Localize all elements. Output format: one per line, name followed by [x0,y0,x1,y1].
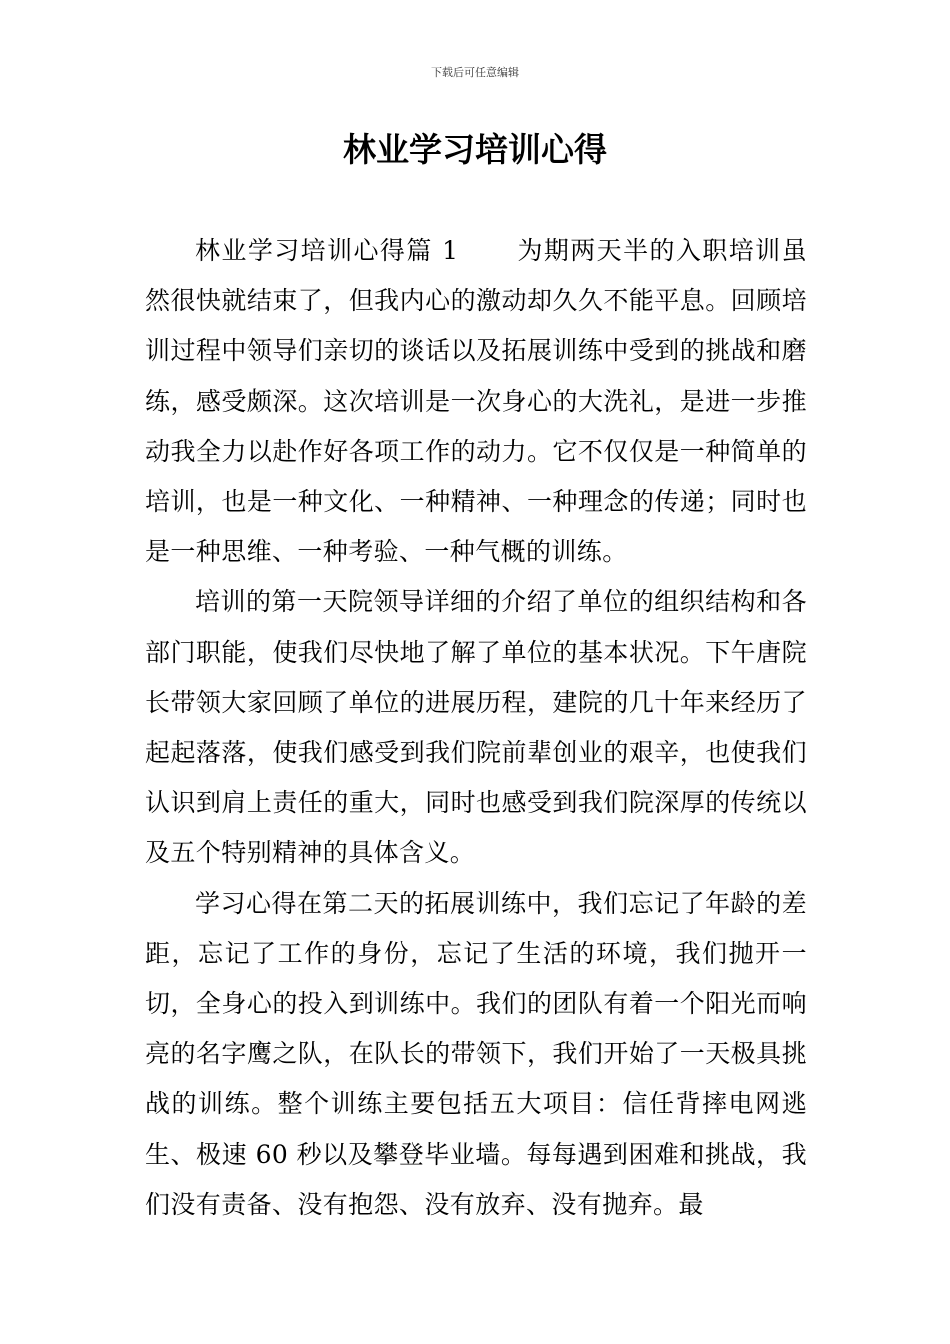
document-body [145,226,807,1230]
paragraph-1-text: 为期两天半的入职培训虽然很快就结束了，但我内心的激动却久久不能平息。回顾培训过程中领导们亲切的谈话以及拓展训练中受到的挑战和磨练，感受颇深。这次培训是一次身心的大洗礼，是进一步推动我全力以赴作好各项工作的动力。它不仅仅是一种简单的培训，也是一种文化、一种精神、一种理念的传递；同时也是一种思维、一种考验、一种气概的训练。 [145,236,807,567]
document-title: 林业学习培训心得 [343,130,607,169]
paragraph-3: 学习心得在第二天的拓展训练中，我们忘记了年龄的差距，忘记了工作的身份，忘记了生活的环境，我们抛开一切，全身心的投入到训练中。我们的团队有着一个阳光而响亮的名字鹰之队，在队长的带领下，我们开始了一天极具挑战的训练。整个训练主要包括五大项目：信任背摔电网逃生、极速 60 秒以及攀登毕业墙。每每遇到困难和挑战，我们没有责备、没有抱怨、没有放弃、没有抛弃。最 [145,888,807,1219]
paragraph-1 [145,226,807,577]
paragraph-2: 培训的第一天院领导详细的介绍了单位的组织结构和各部门职能，使我们尽快地了解了单位的基本状况。下午唐院长带领大家回顾了单位的进展历程，建院的几十年来经历了起起落落，使我们感受到我们院前辈创业的艰辛，也使我们认识到肩上责任的重大，同时也感受到我们院深厚的传统以及五个特别精神的具体含义。 [145,587,807,868]
section-label: 林业学习培训心得篇 1 [195,236,459,265]
header-note: 下载后可任意编辑 [431,66,519,79]
